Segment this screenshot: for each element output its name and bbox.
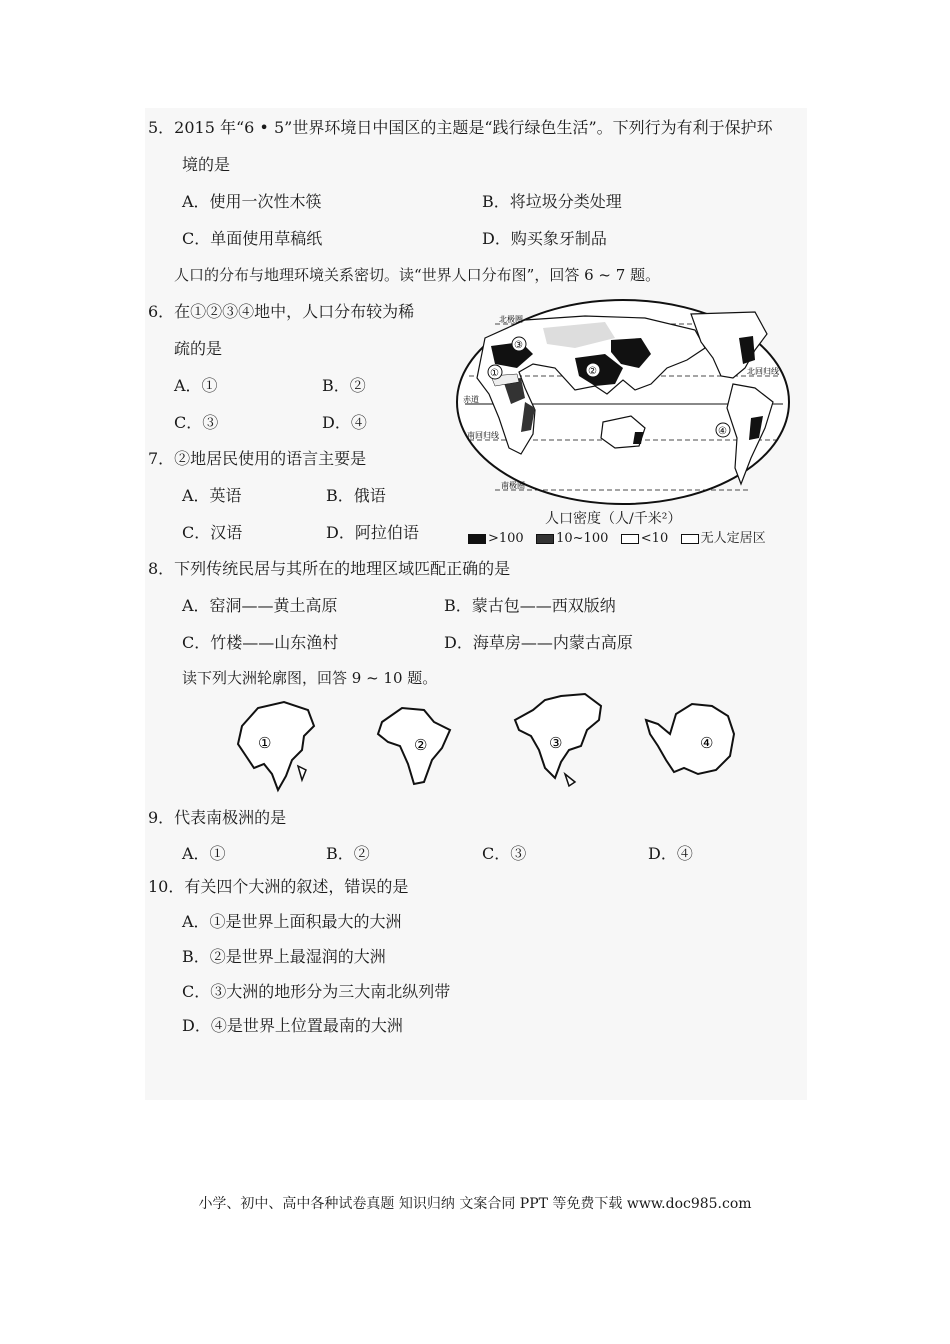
q7-option-a: A．英语 <box>182 486 242 505</box>
continent-3-label: ③ <box>549 734 563 752</box>
q10-option-c: C．③大洲的地形分为三大南北纵列带 <box>182 982 451 1001</box>
page-footer: 小学、初中、高中各种试卷真题 知识归纳 文案合同 PPT 等免费下载 www.doc985.com <box>198 1196 752 1212</box>
q9-stem: 9．代表南极洲的是 <box>148 808 287 827</box>
intro-6-7: 人口的分布与地理环境关系密切。读“世界人口分布图”，回答 6 ~ 7 题。 <box>174 266 661 284</box>
q6-stem-line2: 疏的是 <box>174 339 223 358</box>
continent-3-north-america <box>505 690 615 790</box>
continent-2-label: ② <box>414 736 428 754</box>
legend-swatch-medium <box>536 534 554 544</box>
tropic-cancer-label: 北回归线 <box>747 367 779 376</box>
antarctic-circle-label: 南极圈 <box>501 481 525 490</box>
q10-stem: 10．有关四个大洲的叙述，错误的是 <box>148 877 409 896</box>
marker-3: ③ <box>514 340 523 351</box>
q8-stem: 8．下列传统民居与其所在的地理区域匹配正确的是 <box>148 559 511 578</box>
q5-stem-line2: 境的是 <box>182 155 231 174</box>
continent-4-label: ④ <box>700 734 714 752</box>
world-population-map <box>455 298 795 513</box>
q8-option-c: C．竹楼——山东渔村 <box>182 633 339 652</box>
q5-option-d: D．购买象牙制品 <box>482 229 607 248</box>
q8-option-d: D．海草房——内蒙古高原 <box>444 633 633 652</box>
marker-4: ④ <box>718 426 727 437</box>
equator-label: 赤道 <box>463 395 479 404</box>
legend-item-1: >100 <box>488 531 524 546</box>
q6-stem-line1: 6．在①②③④地中，人口分布较为稀 <box>148 302 415 321</box>
q5-option-b: B．将垃圾分类处理 <box>482 192 622 211</box>
q8-option-b: B．蒙古包——西双版纳 <box>444 596 616 615</box>
q6-option-a: A．① <box>174 376 218 395</box>
q9-option-d: D．④ <box>648 844 693 863</box>
q10-option-d: D．④是世界上位置最南的大洲 <box>182 1016 403 1035</box>
q7-stem: 7．②地居民使用的语言主要是 <box>148 449 367 468</box>
legend-item-3: <10 <box>640 531 669 546</box>
q8-option-a: A．窑洞——黄土高原 <box>182 596 338 615</box>
intro-9-10: 读下列大洲轮廓图，回答 9 ~ 10 题。 <box>182 669 438 687</box>
marker-1: ① <box>490 368 499 379</box>
legend-item-2: 10~100 <box>556 531 609 546</box>
q5-stem-line1: 5．2015 年“6 • 5”世界环境日中国区的主题是“践行绿色生活”。下列行为有利于保护环 <box>148 118 773 137</box>
q7-option-d: D．阿拉伯语 <box>326 523 419 542</box>
q10-option-b: B．②是世界上最湿润的大洲 <box>182 947 386 966</box>
q7-option-b: B．俄语 <box>326 486 386 505</box>
q6-option-d: D．④ <box>322 413 367 432</box>
legend-swatch-sparse <box>621 534 639 544</box>
q5-option-c: C．单面使用草稿纸 <box>182 229 323 248</box>
marker-2: ② <box>588 366 597 377</box>
tropic-capricorn-label: 南回归线 <box>467 431 499 440</box>
legend-swatch-empty <box>681 534 699 544</box>
q9-option-a: A．① <box>182 844 226 863</box>
q5-option-a: A．使用一次性木筷 <box>182 192 322 211</box>
map-legend <box>468 531 766 547</box>
map-legend-title: 人口密度（人/千米²） <box>545 511 682 527</box>
world-map-svg <box>455 298 795 513</box>
q9-option-b: B．② <box>326 844 370 863</box>
continent-4-antarctica <box>640 698 740 780</box>
q6-option-b: B．② <box>322 376 366 395</box>
q6-option-c: C．③ <box>174 413 219 432</box>
arctic-circle-label: 北极圈 <box>499 315 523 324</box>
q7-option-c: C．汉语 <box>182 523 243 542</box>
legend-swatch-dense <box>468 534 486 544</box>
continent-2-africa <box>372 700 467 790</box>
q9-option-c: C．③ <box>482 844 527 863</box>
legend-item-4: 无人定居区 <box>700 531 766 546</box>
continent-1-label: ① <box>258 734 272 752</box>
q10-option-a: A．①是世界上面积最大的大洲 <box>182 912 402 931</box>
continent-1-asia <box>228 696 328 796</box>
